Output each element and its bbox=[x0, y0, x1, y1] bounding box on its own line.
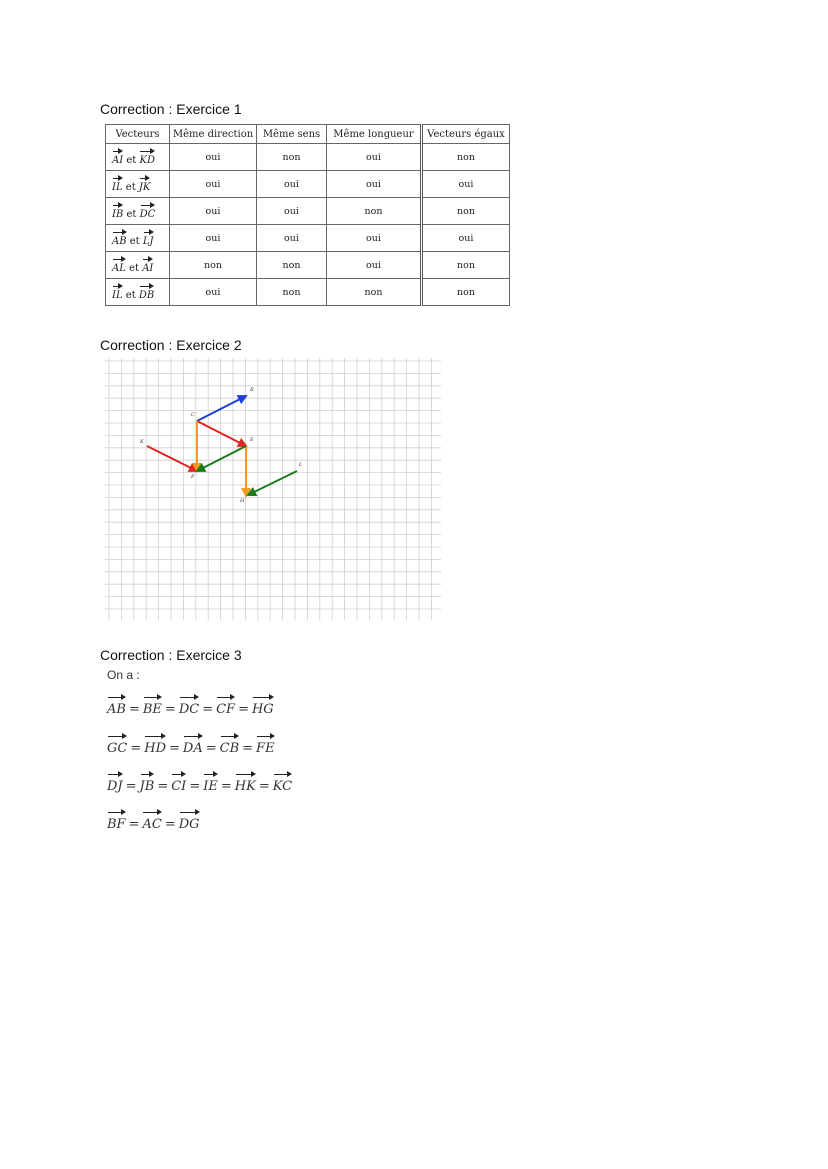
table-cell: oui bbox=[327, 144, 422, 171]
table-row bbox=[106, 279, 510, 306]
intro-text: On a : bbox=[107, 668, 140, 682]
table-cell: oui bbox=[257, 198, 327, 225]
point-label-e: E bbox=[250, 437, 254, 443]
table-cell: non bbox=[327, 198, 422, 225]
exercise2-heading: Correction : Exercice 2 bbox=[100, 337, 242, 353]
vector-blue bbox=[197, 396, 246, 421]
table-cell: oui bbox=[170, 198, 257, 225]
col-header-vecteurs: Vecteurs bbox=[106, 125, 170, 144]
point-label-k: K bbox=[140, 439, 144, 445]
table-cell: oui bbox=[170, 144, 257, 171]
equality-line: GC = HD = DA = CB = FE bbox=[107, 733, 275, 756]
table-row bbox=[106, 171, 510, 198]
table-cell: non bbox=[257, 252, 327, 279]
vector-pair: AL et AI bbox=[106, 252, 170, 279]
vector-green-lower bbox=[248, 471, 297, 495]
col-header-meme-sens: Même sens bbox=[257, 125, 327, 144]
table-cell: oui bbox=[422, 225, 510, 252]
point-label-b: B bbox=[250, 387, 254, 393]
table-cell: non bbox=[422, 279, 510, 306]
equality-line: BF = AC = DG bbox=[107, 809, 200, 832]
table-cell: non bbox=[422, 252, 510, 279]
vector-pair: IB et DC bbox=[106, 198, 170, 225]
table-cell: oui bbox=[257, 225, 327, 252]
vector-pair: AI et KD bbox=[106, 144, 170, 171]
grid-lines bbox=[105, 358, 441, 620]
table-row bbox=[106, 252, 510, 279]
table-cell: non bbox=[257, 144, 327, 171]
table-cell: oui bbox=[170, 279, 257, 306]
vector-red-upper bbox=[197, 421, 246, 446]
equality-line: DJ = JB = CI = IE = HK = KC bbox=[107, 771, 292, 794]
table-row bbox=[106, 144, 510, 171]
vectors-table bbox=[105, 124, 510, 306]
table-cell: oui bbox=[327, 171, 422, 198]
vector-pair: AB et LJ bbox=[106, 225, 170, 252]
point-label-h: H bbox=[240, 498, 245, 504]
table-cell: non bbox=[422, 144, 510, 171]
vector-green-upper bbox=[197, 446, 246, 471]
col-header-vecteurs-egaux: Vecteurs égaux bbox=[422, 125, 510, 144]
table-cell: non bbox=[257, 279, 327, 306]
table-cell: oui bbox=[257, 171, 327, 198]
table-cell: non bbox=[422, 198, 510, 225]
table-cell: oui bbox=[170, 225, 257, 252]
point-label-f: F bbox=[191, 474, 195, 480]
point-label-c: C bbox=[191, 412, 195, 418]
table-cell: non bbox=[170, 252, 257, 279]
vector-red-lower bbox=[147, 446, 197, 471]
table-header-row bbox=[106, 125, 510, 144]
exercise1-heading: Correction : Exercice 1 bbox=[100, 101, 242, 117]
vector-pair: IL et DB bbox=[106, 279, 170, 306]
col-header-meme-direction: Même direction bbox=[170, 125, 257, 144]
equality-line: AB = BE = DC = CF = HG bbox=[107, 694, 274, 717]
table-cell: oui bbox=[327, 252, 422, 279]
point-label-l: L bbox=[299, 462, 303, 468]
exercise3-heading: Correction : Exercice 3 bbox=[100, 647, 242, 663]
vector-pair: IL et JK bbox=[106, 171, 170, 198]
table-cell: non bbox=[327, 279, 422, 306]
vector-grid-figure bbox=[105, 358, 441, 620]
table-cell: oui bbox=[327, 225, 422, 252]
table-cell: oui bbox=[170, 171, 257, 198]
table-row bbox=[106, 198, 510, 225]
table-cell: oui bbox=[422, 171, 510, 198]
col-header-meme-longueur: Même longueur bbox=[327, 125, 422, 144]
table-row bbox=[106, 225, 510, 252]
